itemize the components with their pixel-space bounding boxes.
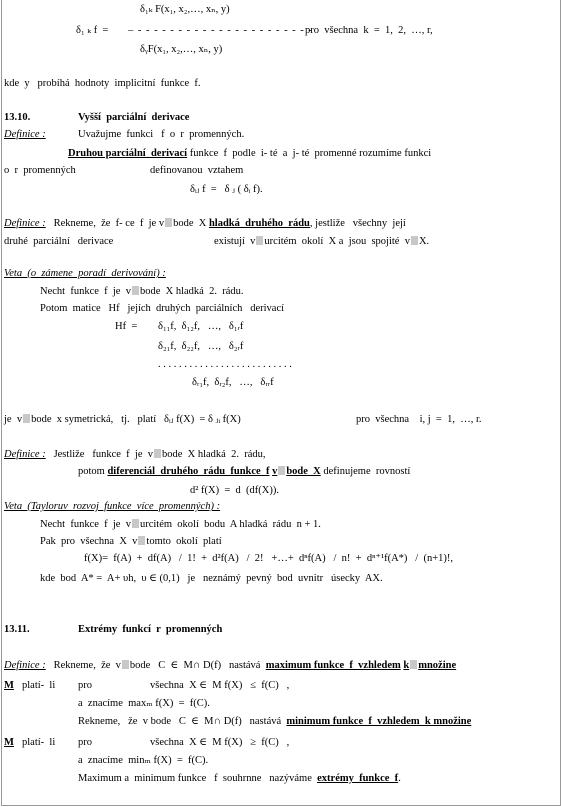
- definition-text-part: X.: [418, 236, 430, 247]
- formula-numerator: δ₁ₖ F(x₁, x₂,…, xₙ, y): [140, 4, 230, 15]
- note-y: kde y probíhá hodnoty implicitní funkce f.: [4, 78, 201, 89]
- missing-glyph: [138, 536, 145, 545]
- definition-line: existují v urcitém okolí X a jsou spojité v X.: [214, 236, 430, 247]
- matrix-row: δ₂₁f, δ₂₂f, …, δ₂ᵣf: [158, 341, 244, 352]
- missing-glyph: [165, 218, 172, 227]
- definition-text-part: Maximum a minimum funkce f souhrnne nazýváme: [78, 773, 312, 784]
- formula-denominator: δᵧF(x₁, x₂,…, xₙ, y): [140, 44, 223, 55]
- missing-glyph: [132, 519, 139, 528]
- definition-text-part: , jestliže všechny její: [309, 218, 406, 229]
- theorem-text-part: je: [4, 414, 12, 425]
- defined-term: M: [4, 737, 14, 748]
- theorem-line: je v bode x symetrická, tj. platí δᵢⱼ f(X) = δ ⱼᵢ f(X): [4, 414, 241, 425]
- missing-glyph: [132, 286, 139, 295]
- defined-term: množine: [418, 660, 457, 671]
- missing-glyph: [411, 236, 418, 245]
- section-title: Vyšší parciální derivace: [78, 112, 190, 123]
- definition-text: pro: [78, 680, 92, 691]
- definition-text: všechna X ∈ M f(X) ≤ f(C) ,: [150, 680, 290, 691]
- definition-label: Definice :: [4, 129, 46, 140]
- section-number: 13.11.: [4, 624, 30, 635]
- missing-glyph: [154, 449, 161, 458]
- theorem-line: Necht funkce f je v urcitém okolí bodu A hladká rádu n + 1.: [40, 519, 321, 530]
- theorem-text-part: Necht funkce f je: [40, 286, 121, 297]
- definition-text: definovanou vztahem: [150, 165, 244, 176]
- definition-line: Definice : Rekneme, že v bode C ∈ M∩ D(f) nastává maximum funkce f vzhledem k množine: [4, 660, 457, 671]
- theorem-text: Potom matice Hf jejích druhých parciálních derivací: [40, 303, 285, 314]
- definition-text-part: bode X hladká 2. rádu,: [161, 449, 266, 460]
- definition-text: platí- li: [22, 680, 56, 691]
- definition-text-part: bode X: [173, 218, 207, 229]
- definition-text-part: .: [398, 773, 401, 784]
- defined-term: diferenciál druhého rádu funkce f: [107, 466, 270, 477]
- definition-text-part: potom: [78, 466, 105, 477]
- defined-term: Druhou parciální derivací: [68, 148, 188, 159]
- formula-lhs: δ₁ ₖ f =: [76, 25, 109, 36]
- theorem-text-part: bode X hladká 2. rádu.: [139, 286, 244, 297]
- defined-term: M: [4, 680, 14, 691]
- formula: f(X)= f(A) + df(A) / 1! + d²f(A) / 2! +…+ dⁿf(A) / n! + dⁿ⁺¹f(A*) / (n+1)!,: [84, 553, 453, 564]
- definition-line: Definice : Jestliže funkce f je v bode X hladká 2. rádu,: [4, 449, 266, 460]
- missing-glyph: [410, 660, 417, 669]
- theorem-text: pro všechna i, j = 1, …, r.: [356, 414, 482, 425]
- definition-label: Definice :: [4, 449, 46, 460]
- section-number: 13.10.: [4, 112, 31, 123]
- definition-text: o r promenných: [4, 165, 76, 176]
- theorem-text-part: Necht funkce f je: [40, 519, 121, 530]
- definition-text: Uvažujme funkci f o r promenných.: [78, 129, 245, 140]
- matrix-row: δ₁₁f, δ₁₂f, …, δ₁ᵣf: [158, 321, 244, 332]
- definition-text-part: definujeme rovností: [323, 466, 411, 477]
- theorem-line: Necht funkce f je v bode X hladká 2. rádu.: [40, 286, 244, 297]
- definition-text-part: Rekneme, že: [53, 660, 111, 671]
- formula: d² f(X) = d (df(X)).: [190, 485, 279, 496]
- matrix-row: . . . . . . . . . . . . . . . . . . . . . . . . . .: [158, 359, 292, 370]
- theorem-text-part: tomto okolí platí: [146, 536, 222, 547]
- fraction-dashes: – - - - - - - - - - - - - - - - - - - - - - -: [128, 25, 313, 36]
- definition-text: druhé parciální derivace: [4, 236, 114, 247]
- theorem-text-part: bode x symetrická, tj. platí δᵢⱼ f(X) = δ ⱼᵢ f(X): [31, 414, 241, 425]
- definition-label: Definice :: [4, 218, 46, 229]
- definition-line: potom diferenciál druhého rádu funkce f v bode X definujeme rovností: [78, 466, 411, 477]
- formula-condition: pro všechna k = 1, 2, …, r,: [305, 25, 433, 36]
- definition-text-part: bode C ∈ M∩ D(f) nastává: [129, 660, 261, 671]
- theorem-label: Veta (Tayloruv rozvoj funkce více promenných) :: [4, 501, 221, 512]
- theorem-line: Pak pro všechna X v tomto okolí platí: [40, 536, 222, 547]
- definition-text: [68, 148, 431, 160]
- theorem-text-part: Pak pro všechna X: [40, 536, 127, 547]
- definition-text-part: funkce f podle i- té a j- té promenné rozumíme funkci: [187, 148, 432, 159]
- definition-text-part: Rekneme, že v bode C ∈ M∩ D(f) nastává: [78, 716, 282, 727]
- missing-glyph: [23, 414, 30, 423]
- definition-text-part: existují: [214, 236, 245, 247]
- definition-text-part: Jestliže funkce f je: [53, 449, 143, 460]
- definition-label: Definice :: [4, 660, 46, 671]
- section-title: Extrémy funkcí r promenných: [78, 624, 223, 635]
- definition-line: [78, 716, 471, 728]
- definition-text: platí- li: [22, 737, 56, 748]
- definition-line: [78, 773, 401, 785]
- missing-glyph: [122, 660, 129, 669]
- definition-text-part: Rekneme, že f- ce f je: [53, 218, 157, 229]
- definition-text-part: urcitém okolí X a jsou spojité: [264, 236, 400, 247]
- definition-text: všechna X ∈ M f(X) ≥ f(C) ,: [150, 737, 290, 748]
- definition-line: Definice : Rekneme, že f- ce f je v bode X hladká druhého rádu, jestliže všechny její: [4, 218, 406, 229]
- defined-term: extrémy funkce f: [317, 773, 399, 784]
- missing-glyph: [278, 466, 285, 475]
- defined-term: minimum funkce f vzhledem k množine: [286, 716, 472, 727]
- defined-term: bode X: [286, 466, 321, 477]
- theorem-label: Veta (o zámene poradí derivování) :: [4, 268, 166, 279]
- missing-glyph: [256, 236, 263, 245]
- matrix-label: Hf =: [115, 321, 138, 332]
- matrix-row: δᵣ₁f, δᵣ₂f, …, δᵣᵣf: [192, 377, 274, 388]
- definition-text: a znacíme minₘ f(X) = f(C).: [78, 755, 209, 766]
- definition-text: pro: [78, 737, 92, 748]
- formula: δᵢⱼ f = δ ⱼ ( δᵢ f).: [190, 184, 263, 195]
- theorem-text: kde bod A* = A+ υh, υ ∈ (0,1) je neznámý pevný bod uvnitr úsecky AX.: [40, 573, 383, 584]
- defined-term: hladká druhého rádu: [208, 218, 310, 229]
- definition-text: a znacíme maxₘ f(X) = f(C).: [78, 698, 210, 709]
- defined-term: maximum funkce f vzhledem: [265, 660, 401, 671]
- theorem-text-part: urcitém okolí bodu A hladká rádu n + 1.: [139, 519, 321, 530]
